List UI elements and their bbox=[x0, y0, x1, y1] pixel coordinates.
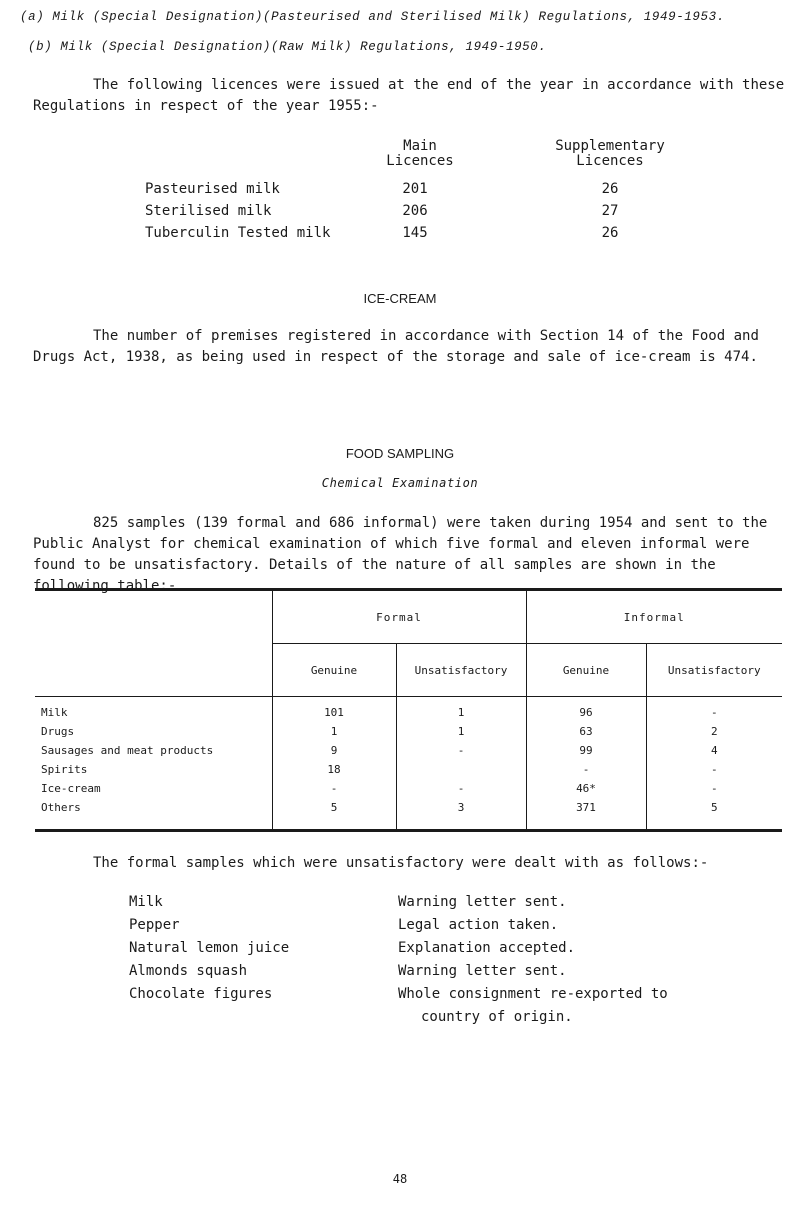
licence-row-label: Sterilised milk bbox=[145, 203, 272, 219]
unsat-item: Milk bbox=[129, 894, 163, 910]
informal-genuine-header: Genuine bbox=[526, 644, 646, 697]
informal-unsat-cell: - bbox=[646, 779, 782, 798]
icecream-heading: ICE-CREAM bbox=[363, 291, 437, 306]
licence-row-main: 145 bbox=[402, 225, 428, 241]
formal-unsat-intro: The formal samples which were unsatisfactory were dealt with as follows:- bbox=[93, 855, 709, 871]
formal-genuine-cell: 9 bbox=[272, 741, 396, 760]
licence-row-supp: 27 bbox=[601, 203, 619, 219]
unsat-action: Warning letter sent. bbox=[398, 894, 567, 910]
unsat-action-continuation: country of origin. bbox=[421, 1009, 573, 1025]
table-row bbox=[35, 760, 782, 779]
informal-genuine-cell: 371 bbox=[526, 798, 646, 817]
unsat-action: Legal action taken. bbox=[398, 917, 559, 933]
supp-header-line1: Supplementary bbox=[555, 138, 665, 154]
unsat-item: Chocolate figures bbox=[129, 986, 273, 1002]
main-header-line2: Licences bbox=[386, 153, 454, 169]
page-number: 48 bbox=[392, 1172, 408, 1186]
unsat-action: Whole consignment re-exported to bbox=[398, 986, 668, 1002]
row-label: Ice-cream bbox=[41, 782, 101, 795]
unsat-item: Almonds squash bbox=[129, 963, 248, 979]
formal-genuine-header: Genuine bbox=[272, 644, 396, 697]
table-row bbox=[35, 798, 782, 817]
row-label: Spirits bbox=[41, 763, 88, 776]
unsat-item: Pepper bbox=[129, 917, 180, 933]
licence-row-label: Tuberculin Tested milk bbox=[145, 225, 331, 241]
main-header-line1: Main bbox=[403, 138, 437, 154]
row-label: Others bbox=[41, 801, 81, 814]
icecream-paragraph: The number of premises registered in accordance with Section 14 of the Food and Drugs Act, 1938, as being used in respect of the storage and sale of ice-cream is 474. bbox=[33, 328, 759, 365]
formal-genuine-cell: 101 bbox=[272, 703, 396, 722]
supp-header-line2: Licences bbox=[576, 153, 644, 169]
formal-unsat-cell: 3 bbox=[396, 798, 526, 817]
supplementary-licences-header bbox=[530, 139, 690, 169]
regulations-heading-b: (b) Milk (Special Designation)(Raw Milk) Regulations, 1949-1950. bbox=[28, 40, 547, 54]
formal-genuine-cell: 1 bbox=[272, 722, 396, 741]
informal-genuine-cell: 46* bbox=[526, 779, 646, 798]
row-label: Drugs bbox=[41, 725, 75, 738]
chemical-examination-subheading: Chemical Examination bbox=[321, 476, 479, 490]
informal-genuine-cell: - bbox=[526, 760, 646, 779]
licence-row-main: 206 bbox=[402, 203, 428, 219]
table-row bbox=[35, 722, 782, 741]
licence-row-main: 201 bbox=[402, 181, 428, 197]
formal-unsat-cell: - bbox=[396, 779, 526, 798]
licences-intro: The following licences were issued at the end of the year in accordance with these Regulations in respect of the year 1955:- bbox=[33, 77, 785, 114]
food-sampling-heading: FOOD SAMPLING bbox=[345, 446, 455, 461]
formal-unsat-cell: - bbox=[396, 741, 526, 760]
regulations-heading-a: (a) Milk (Special Designation)(Pasteurised and Sterilised Milk) Regulations, 1949-1953. bbox=[20, 10, 725, 24]
informal-unsat-cell: 2 bbox=[646, 722, 782, 741]
formal-unsat-cell bbox=[396, 760, 526, 779]
formal-unsat-cell: 1 bbox=[396, 722, 526, 741]
licence-row-supp: 26 bbox=[601, 181, 619, 197]
informal-genuine-cell: 99 bbox=[526, 741, 646, 760]
table-row bbox=[35, 741, 782, 760]
licence-row-supp: 26 bbox=[601, 225, 619, 241]
formal-genuine-cell: 18 bbox=[272, 760, 396, 779]
informal-unsat-cell: 4 bbox=[646, 741, 782, 760]
unsat-action: Explanation accepted. bbox=[398, 940, 576, 956]
row-label: Milk bbox=[41, 706, 68, 719]
formal-unsatisfactory-header: Unsatisfactory bbox=[396, 644, 526, 697]
samples-table bbox=[35, 588, 782, 832]
table-row bbox=[35, 703, 782, 722]
unsat-action: Warning letter sent. bbox=[398, 963, 567, 979]
licence-row-label: Pasteurised milk bbox=[145, 181, 280, 197]
table-corner bbox=[35, 590, 272, 644]
formal-genuine-cell: 5 bbox=[272, 798, 396, 817]
main-licences-header bbox=[370, 139, 470, 169]
informal-unsatisfactory-header: Unsatisfactory bbox=[646, 644, 782, 697]
informal-unsat-cell: 5 bbox=[646, 798, 782, 817]
informal-unsat-cell: - bbox=[646, 760, 782, 779]
table-corner-lower bbox=[35, 644, 272, 697]
food-sampling-paragraph: 825 samples (139 formal and 686 informal) were taken during 1954 and sent to the Public Analyst for chemical examination of which five formal and eleven informal were found to be unsatisfactory. Details of the nature of all samples are shown in the following table:- bbox=[33, 515, 768, 594]
formal-unsat-cell: 1 bbox=[396, 703, 526, 722]
informal-group-header: Informal bbox=[526, 590, 782, 644]
informal-genuine-cell: 96 bbox=[526, 703, 646, 722]
unsat-item: Natural lemon juice bbox=[129, 940, 290, 956]
table-row bbox=[35, 779, 782, 798]
informal-unsat-cell: - bbox=[646, 703, 782, 722]
row-label: Sausages and meat products bbox=[41, 744, 214, 757]
formal-genuine-cell: - bbox=[272, 779, 396, 798]
informal-genuine-cell: 63 bbox=[526, 722, 646, 741]
formal-group-header: Formal bbox=[272, 590, 526, 644]
